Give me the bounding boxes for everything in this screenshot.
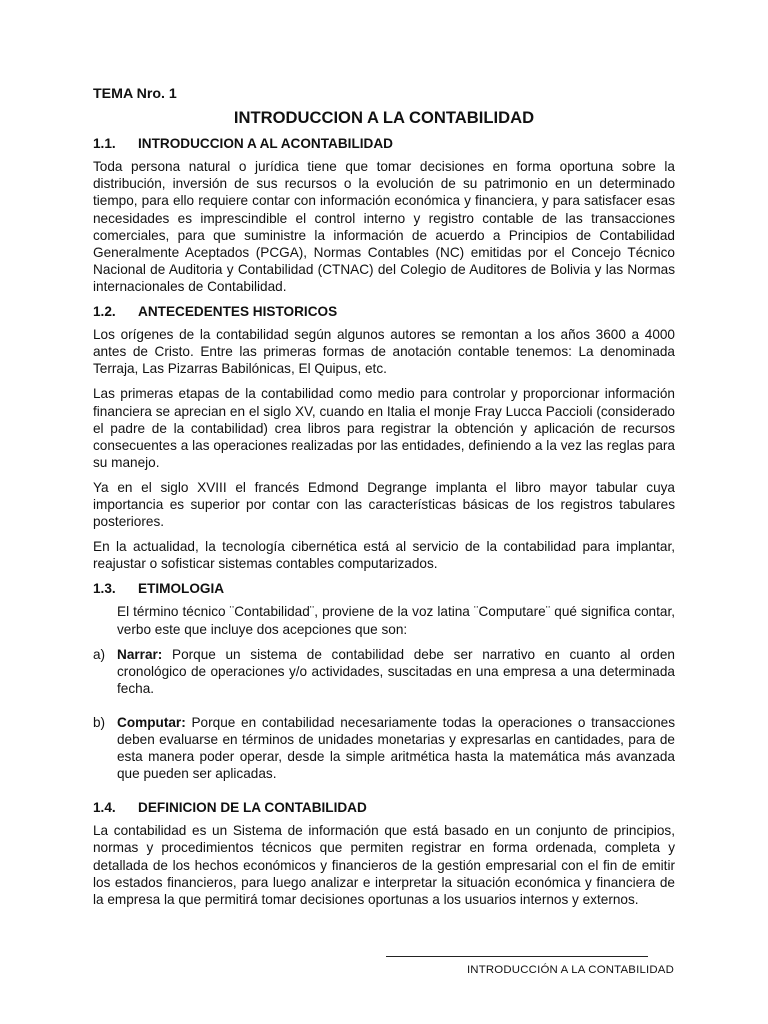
topic-number: TEMA Nro. 1 bbox=[93, 86, 177, 102]
paragraph: La contabilidad es un Sistema de información que está basado en un conjunto de principios, normas y procedimientos técnicos que permiten registrar en forma ordenada, completa y detallada de los hechos económicos y financieros de la gestión empresarial con el fin de emitir los estados financieros, para luego analizar e interpretar la situación económica y financiera de la empresa la que permitirá tomar decisiones oportunas a los usuarios internos y externos. bbox=[93, 823, 675, 907]
section-heading-1-1 bbox=[93, 135, 675, 152]
paragraph: Los orígenes de la contabilidad según algunos autores se remontan a los años 3600 a 4000 antes de Cristo. Entre las primeras formas de anotación contable tenemos: La denominada Terraja, Las Pizarras Babilónicas, El Quipus, etc. bbox=[93, 327, 675, 377]
paragraph: Ya en el siglo XVIII el francés Edmond Degrange implanta el libro mayor tabular cuya importancia es superior por contar con las características básicas de los registros tabulares posteriores. bbox=[93, 479, 675, 530]
list-item-text: Porque en contabilidad necesariamente todas la operaciones o transacciones deben evaluarse en términos de unidades monetarias y expresarlas en cantidades, para de esta manera poder operar, desde la simple aritmética hasta la matemática más avanzada que pueden ser aplicadas. bbox=[117, 714, 675, 782]
spacer bbox=[93, 790, 675, 799]
section-title: ETIMOLOGIA bbox=[138, 581, 225, 597]
section-number: 1.3. bbox=[93, 581, 116, 597]
list-item-text: Porque un sistema de contabilidad debe ser narrativo en cuanto al orden cronológico de operaciones y/o actividades, suscitadas en una empresa a una determinada fecha. bbox=[117, 646, 675, 696]
footer-divider bbox=[386, 956, 648, 957]
section-heading-1-3 bbox=[93, 580, 675, 597]
section-title: ANTECEDENTES HISTORICOS bbox=[138, 304, 338, 320]
section-heading-1-2 bbox=[93, 303, 675, 320]
list-item bbox=[93, 646, 675, 697]
list-marker: b) bbox=[93, 714, 106, 730]
section-number: 1.2. bbox=[93, 304, 116, 320]
paragraph: El término técnico ¨Contabilidad¨, proviene de la voz latina ¨Computare¨ qué significa contar, verbo este que incluye dos acepciones que son: bbox=[117, 604, 675, 637]
document-page bbox=[93, 86, 675, 916]
section-title: DEFINICION DE LA CONTABILIDAD bbox=[138, 800, 367, 816]
spacer bbox=[93, 705, 675, 714]
list-item-body bbox=[117, 646, 675, 697]
paragraph: Las primeras etapas de la contabilidad como medio para controlar y proporcionar información financiera se aprecian en el siglo XV, cuando en Italia el monje Fray Lucca Paccioli (considerado el padre de la contabilidad) crea libros para registrar la obtención y aplicación de recursos consecuentes a las operaciones realizadas por las entidades, definiendo a la vez las reglas para su manejo. bbox=[93, 386, 675, 470]
paragraph: En la actualidad, la tecnología cibernética está al servicio de la contabilidad para implantar, reajustar o sofisticar sistemas contables computarizados. bbox=[93, 539, 675, 572]
document-title: INTRODUCCION A LA CONTABILIDAD bbox=[233, 108, 535, 128]
page-footer: INTRODUCCIÓN A LA CONTABILIDAD bbox=[466, 964, 674, 976]
section-number: 1.1. bbox=[93, 136, 116, 152]
list-item-term: Narrar: bbox=[117, 646, 163, 662]
list-item bbox=[93, 714, 675, 782]
section-heading-1-4 bbox=[93, 799, 675, 816]
list-item-body bbox=[117, 714, 675, 782]
list-marker: a) bbox=[93, 646, 106, 662]
section-number: 1.4. bbox=[93, 800, 116, 816]
section-title: INTRODUCCION A AL ACONTABILIDAD bbox=[138, 136, 393, 152]
paragraph: Toda persona natural o jurídica tiene que tomar decisiones en forma oportuna sobre la distribución, inversión de sus recursos o la evolución de su patrimonio en un determinado tiempo, para ello requiere contar con información económica y financiera, y para satisfacer esas necesidades es imprescindible el control interno y registro contable de las transacciones comerciales, para que suministre la información de acuerdo a Principios de Contabilidad Generalmente Aceptados (PCGA), Normas Contables (NC) emitidas por el Concejo Técnico Nacional de Auditoria y Contabilidad (CTNAC) del Colegio de Auditores de Bolivia y las Normas internacionales de Contabilidad. bbox=[93, 159, 675, 294]
list-item-term: Computar: bbox=[117, 714, 186, 730]
